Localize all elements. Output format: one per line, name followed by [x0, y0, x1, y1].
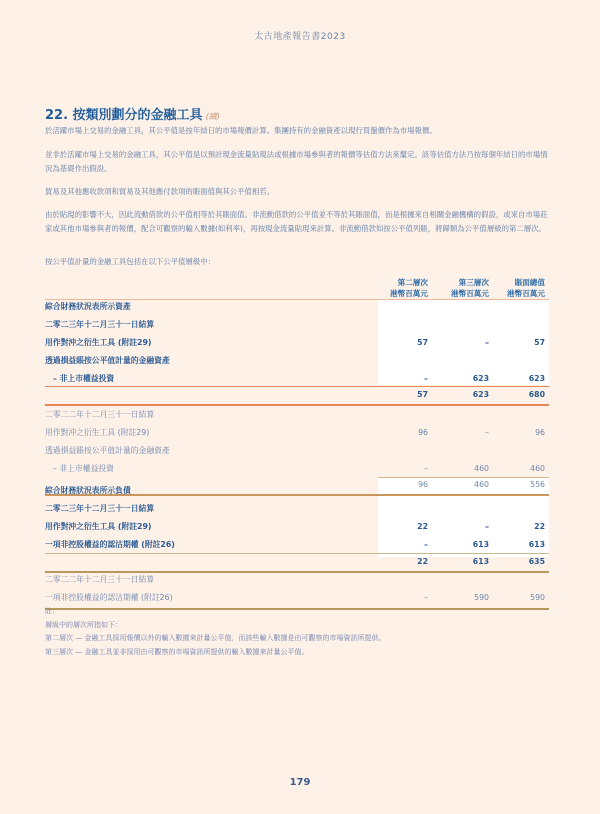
value-total: 96 — [535, 428, 545, 437]
col-head-total — [487, 277, 545, 299]
table-row — [45, 334, 549, 352]
value-level2: 22 — [417, 522, 428, 531]
value-level3: – — [485, 338, 489, 347]
subtotal-level3: 623 — [472, 390, 489, 399]
running-header: 太古地產報告書2023 — [254, 32, 346, 42]
subtotal-total: 556 — [530, 480, 545, 489]
col-head-level2 — [370, 277, 428, 299]
subtotal-row — [45, 553, 549, 571]
subtotal-level2: 22 — [417, 557, 428, 566]
col-head-level3 — [431, 277, 489, 299]
value-level2: – — [424, 540, 428, 549]
row-label: – 非上市權益投資 — [53, 374, 115, 383]
value-total: 590 — [530, 593, 545, 602]
liabilities-prior-period-row — [45, 571, 549, 589]
value-total: 460 — [530, 464, 545, 473]
subtotal-total: 635 — [528, 557, 545, 566]
value-total: 22 — [534, 522, 545, 531]
assets-heading-row — [45, 298, 549, 316]
subtotal-row — [45, 386, 549, 404]
col-head-level3-line1: 第三層次 — [458, 278, 489, 287]
value-total: 613 — [528, 540, 545, 549]
paragraph-borrowings: 由於貼現的影響不大，因此流動借款的公平值相等於其賬面值。非流動借款的公平值並不等於其賬面值，而是根據來自相關金融機構的假設，或來自市場莊家或其他市場參與者的報價，配合可觀察的輸入數據(如利率)，再按現金流量貼現來計算。非流動借款如按公平值列賬，將歸類為公平值層級的第二層次。 — [45, 210, 548, 233]
section-title-text: 22. 按類別劃分的金融工具 — [45, 108, 203, 123]
table-row — [45, 518, 549, 536]
row-label: – 非上市權益投資 — [53, 464, 114, 473]
value-level2: – — [424, 464, 428, 473]
table-row — [45, 536, 549, 554]
subtotal-total: 680 — [528, 390, 545, 399]
note-level3: 第三層次 — 金融工具並非採用由可觀察的市場資訊所提供的輸入數據來計量公平值。 — [45, 647, 309, 656]
value-level3: 590 — [474, 593, 489, 602]
value-total: 57 — [534, 338, 545, 347]
row-label: 用作對沖之衍生工具 (附註29) — [45, 522, 152, 531]
subtotal-level2: 57 — [417, 390, 428, 399]
value-level3: 623 — [472, 374, 489, 383]
row-label: 一項非控股權益的認沽期權 (附註26) — [45, 540, 175, 549]
row-label: 一項非控股權益的認沽期權 (附註26) — [45, 593, 173, 602]
paragraph-market-price: 於活躍市場上交易的金融工具，其公平值是按年結日的市場報價計算。集團持有的金融資產以現行買盤價作為市場報價。 — [45, 126, 437, 135]
value-level2: – — [424, 374, 428, 383]
value-level2: – — [424, 593, 428, 602]
row-label: 用作對沖之衍生工具 (附註29) — [45, 338, 152, 347]
assets-prior-period-row — [45, 406, 549, 424]
liabilities-heading: 綜合財務狀況表所示負債 — [45, 486, 131, 495]
period-label: 二零二二年十二月三十一日結算 — [45, 575, 155, 584]
col-head-level2-line1: 第二層次 — [397, 278, 428, 287]
assets-heading: 綜合財務狀況表所示資產 — [45, 302, 131, 311]
liabilities-heading-row — [45, 482, 549, 500]
period-label: 二零二三年十二月三十一日結算 — [45, 320, 155, 329]
col-head-total-line2: 港幣百萬元 — [507, 289, 545, 298]
row-label: 用作對沖之衍生工具 (附註29) — [45, 428, 150, 437]
col-head-total-line1: 賬面總值 — [514, 278, 545, 287]
subtotal-level2: 96 — [418, 480, 428, 489]
liabilities-current-period-row — [45, 500, 549, 518]
table-row — [45, 442, 549, 460]
paragraph-hierarchy-intro: 按公平值計量的金融工具包括在以下公平值層級中： — [45, 257, 215, 266]
value-level2: 57 — [417, 338, 428, 347]
value-level3: – — [485, 428, 489, 437]
col-head-level2-line2: 港幣百萬元 — [390, 289, 428, 298]
paragraph-valuation-methods: 並非於活躍市場上交易的金融工具，其公平值是以預計現金流量貼現法或根據市場參與者的報價等估值方法來釐定。該等估值方法乃按每個年結日的市場情況為基礎作出假設。 — [45, 150, 548, 173]
table-row — [45, 424, 549, 442]
value-level3: 613 — [472, 540, 489, 549]
continued-label: (續) — [205, 112, 220, 121]
col-head-level3-line2: 港幣百萬元 — [451, 289, 489, 298]
subtotal-level3: 460 — [474, 480, 489, 489]
section-title — [45, 104, 220, 123]
value-level3: 460 — [474, 464, 489, 473]
page-number: 179 — [289, 777, 311, 788]
subtotal-level3: 613 — [472, 557, 489, 566]
period-label: 二零二二年十二月三十一日結算 — [45, 410, 155, 419]
assets-current-period-row — [45, 316, 549, 334]
paragraph-receivables: 貿易及其他應收款項和貿易及其他應付款項的賬面值與其公平值相若。 — [45, 187, 275, 196]
notes-intro: 層級中的層次所指如下： — [45, 620, 122, 629]
row-label: 透過損益賬按公平值計量的金融資產 — [45, 356, 170, 365]
table-row — [45, 352, 549, 370]
value-total: 623 — [528, 374, 545, 383]
value-level3: – — [485, 522, 489, 531]
notes — [45, 605, 385, 659]
row-label: 透過損益賬按公平值計量的金融資產 — [45, 446, 170, 455]
period-label: 二零二三年十二月三十一日結算 — [45, 504, 155, 513]
note-level2: 第二層次 — 金融工具採用報價以外的輸入數據來計量公平值，而該些輸入數據是由可觀察的市場資訊所提供。 — [45, 634, 386, 642]
value-level2: 96 — [418, 428, 428, 437]
notes-title: 註： — [45, 607, 59, 615]
